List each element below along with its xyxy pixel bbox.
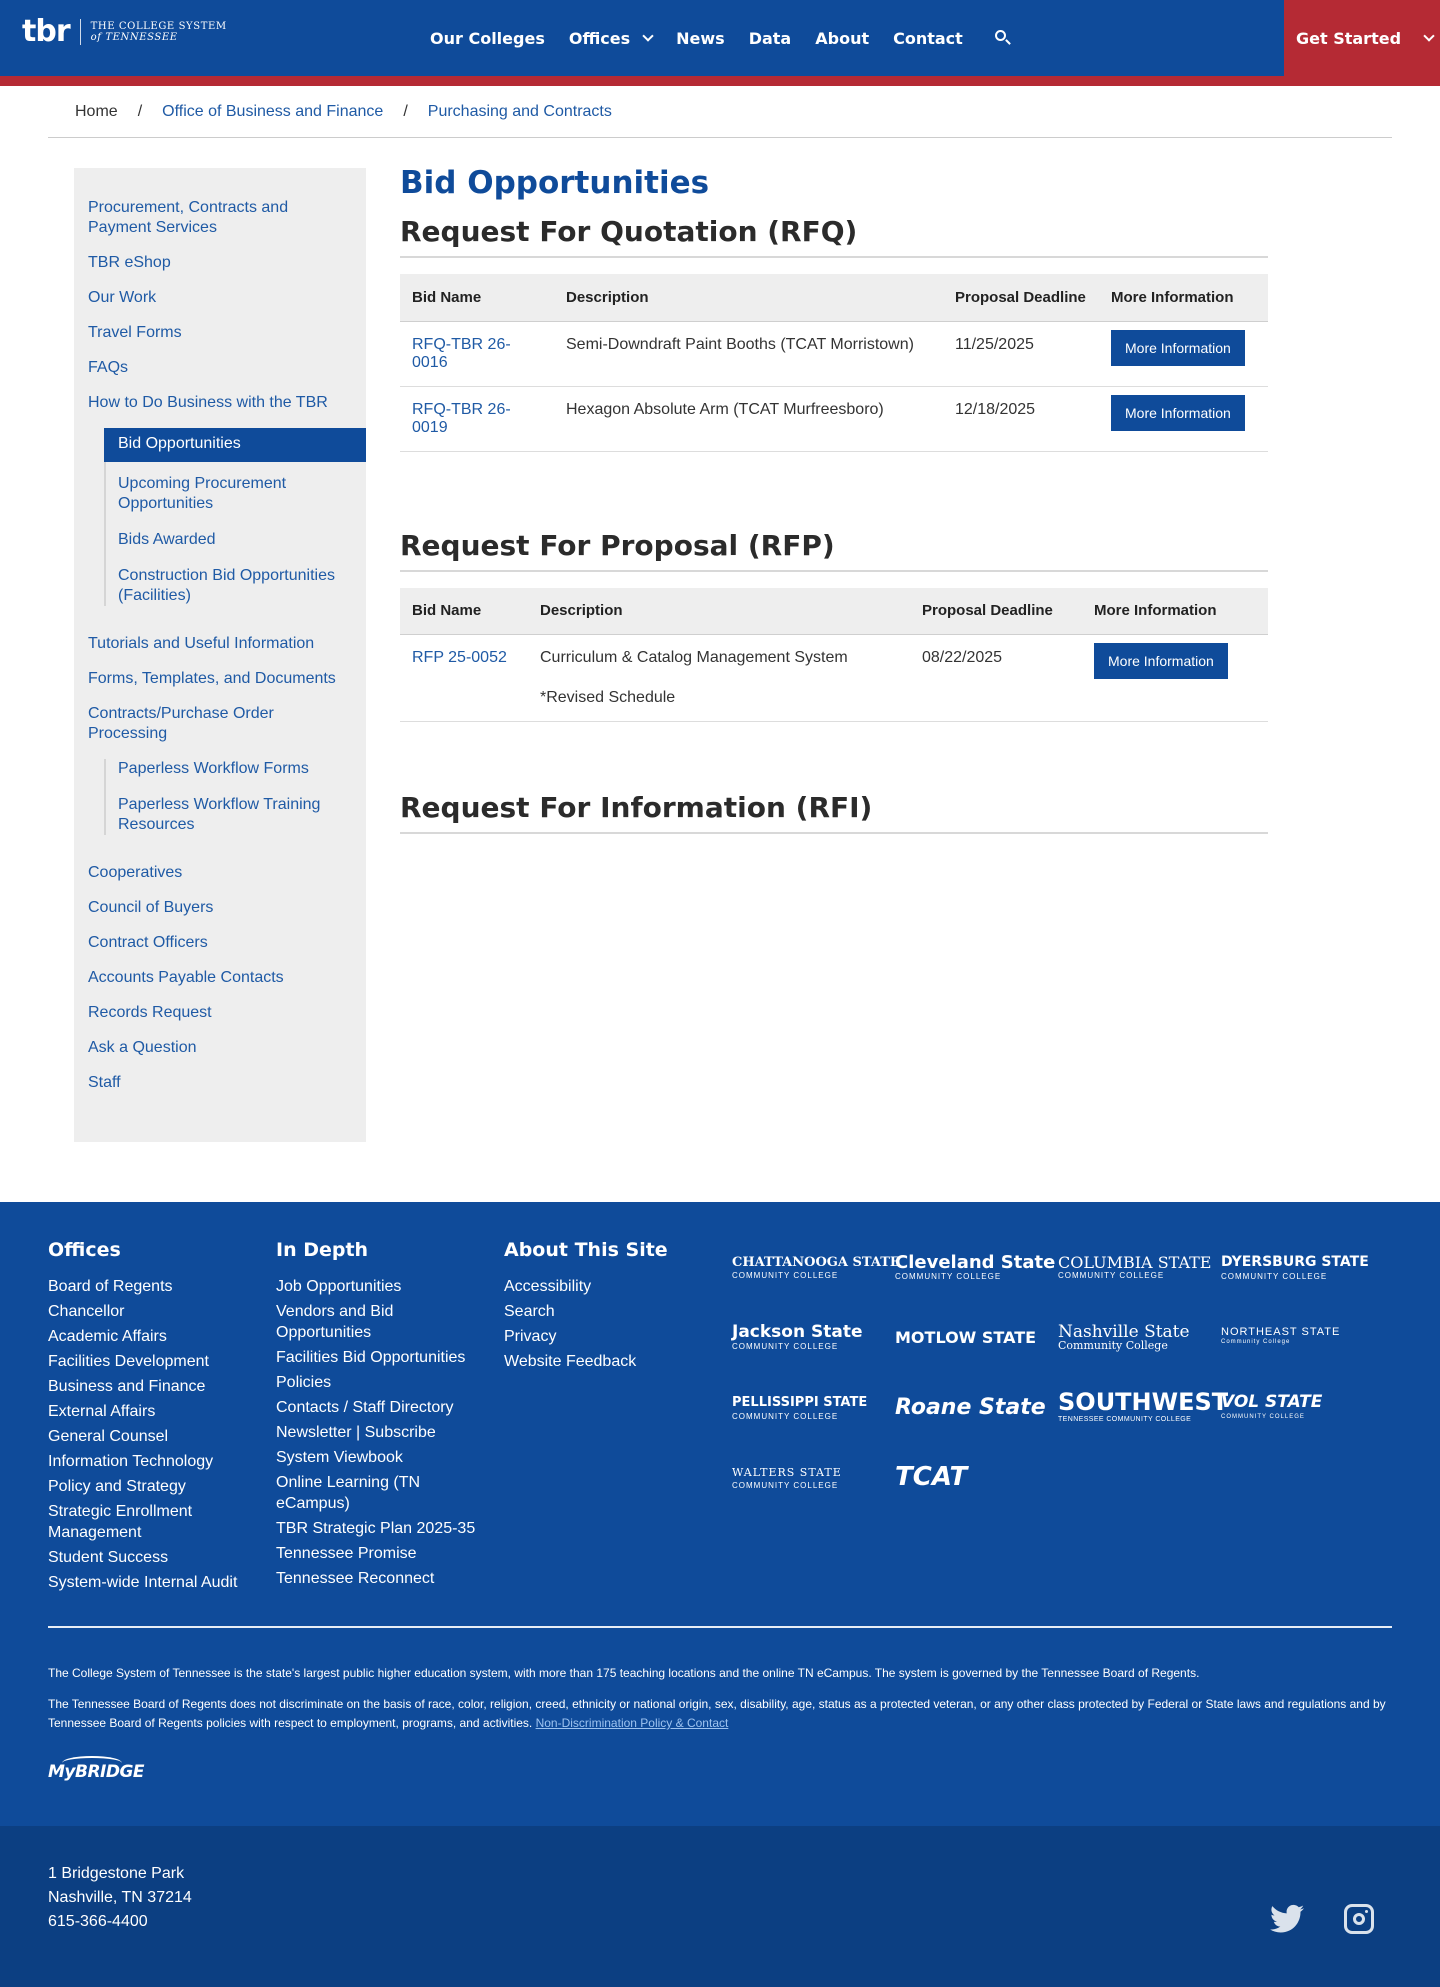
sidebar-item-upcoming-procurement[interactable]: Upcoming Procurement Opportunities <box>118 475 287 512</box>
more-information-button[interactable]: More Information <box>1111 330 1245 366</box>
nondiscrimination-paragraph <box>48 1695 1392 1733</box>
footer-in-depth <box>276 1238 486 1593</box>
column-header: Description <box>554 274 943 321</box>
main-content <box>400 162 1268 834</box>
sidebar-nav <box>74 168 366 1142</box>
footer-link[interactable]: Privacy <box>504 1328 557 1345</box>
sidebar-item-paperless-forms[interactable]: Paperless Workflow Forms <box>118 760 309 777</box>
more-information-button[interactable]: More Information <box>1094 643 1228 679</box>
logo-text <box>91 21 227 43</box>
page-title: Bid Opportunities <box>400 165 710 201</box>
footer-link[interactable]: Facilities Bid Opportunities <box>276 1349 466 1366</box>
nav-offices[interactable] <box>569 26 652 50</box>
address-line-2: Nashville, TN 37214 <box>48 1889 192 1906</box>
rfp-section-title: Request For Proposal (RFP) <box>400 528 1268 572</box>
bid-description-cell <box>528 635 910 722</box>
more-information-button[interactable]: More Information <box>1111 395 1245 431</box>
nav-our-colleges[interactable]: Our Colleges <box>430 28 545 48</box>
footer-heading: Offices <box>48 1239 121 1261</box>
site-header <box>0 0 1440 86</box>
sidebar-item-contract-officers[interactable]: Contract Officers <box>88 934 208 951</box>
bid-deadline: 11/25/2025 <box>943 321 1099 386</box>
footer-link[interactable]: Board of Regents <box>48 1278 173 1295</box>
nav-news[interactable]: News <box>676 28 725 48</box>
chevron-down-icon <box>1423 30 1434 41</box>
footer-link[interactable]: Website Feedback <box>504 1353 637 1370</box>
sidebar-item-construction-bids[interactable]: Construction Bid Opportunities (Facilities) <box>118 567 335 604</box>
more-info-cell <box>1099 386 1268 451</box>
logo-line-2: of TENNESSEE <box>90 32 178 43</box>
sidebar-item-tutorials[interactable]: Tutorials and Useful Information <box>88 635 315 652</box>
footer-link[interactable]: Newsletter | Subscribe <box>276 1424 436 1441</box>
footer-link[interactable]: Information Technology <box>48 1453 214 1470</box>
footer-link[interactable]: External Affairs <box>48 1403 156 1420</box>
footer-link[interactable]: Chancellor <box>48 1303 125 1320</box>
footer-link[interactable]: Online Learning (TN eCampus) <box>276 1474 421 1512</box>
breadcrumb <box>48 86 1392 138</box>
footer-link[interactable]: Facilities Development <box>48 1353 209 1370</box>
sidebar-item-paperless-training[interactable]: Paperless Workflow Training Resources <box>118 796 321 833</box>
footer-link[interactable]: Business and Finance <box>48 1378 206 1395</box>
footer-link[interactable]: Academic Affairs <box>48 1328 167 1345</box>
footer-link[interactable]: Job Opportunities <box>276 1278 402 1295</box>
rfq-section-title: Request For Quotation (RFQ) <box>400 214 1268 258</box>
college-logo-roane[interactable]: Roane State <box>895 1394 1046 1420</box>
footer-link[interactable]: Accessibility <box>504 1278 592 1295</box>
footer-link[interactable]: Tennessee Reconnect <box>276 1570 435 1587</box>
logo-line-1: THE COLLEGE SYSTEM <box>90 21 227 32</box>
rfp-table <box>400 588 1268 723</box>
column-header: Bid Name <box>400 274 554 321</box>
table-header-row <box>400 588 1268 635</box>
footer-link[interactable]: Policy and Strategy <box>48 1478 186 1495</box>
column-header: Proposal Deadline <box>910 588 1082 635</box>
header-accent-bar <box>0 76 1440 86</box>
sidebar-item-accounts-payable[interactable]: Accounts Payable Contacts <box>88 969 284 986</box>
table-row <box>400 321 1268 386</box>
address-line-1: 1 Bridgestone Park <box>48 1865 185 1882</box>
column-header: More Information <box>1082 588 1268 635</box>
rfq-table <box>400 274 1268 452</box>
sidebar-item-eshop[interactable]: TBR eShop <box>88 254 171 271</box>
college-logo-walters[interactable]: WALTERS STATE COMMUNITY COLLEGE <box>732 1465 842 1490</box>
footer-bottom <box>0 1826 1440 1987</box>
college-logo-columbia[interactable]: COLUMBIA STATE COMMUNITY COLLEGE <box>1058 1252 1212 1280</box>
footer-about-site <box>504 1238 704 1376</box>
get-started-button[interactable] <box>1284 0 1440 76</box>
more-info-cell <box>1082 635 1268 722</box>
sidebar-subgroup-business <box>104 428 366 606</box>
footer-link[interactable]: Student Success <box>48 1549 169 1566</box>
college-logo-southwest[interactable]: SOUTHWEST TENNESSEE COMMUNITY COLLEGE <box>1058 1388 1229 1423</box>
bid-name: RFP 25-0052 <box>400 635 528 722</box>
nav-contact[interactable]: Contact <box>893 28 963 48</box>
about-text: The College System of Tennessee is the state's largest public higher education system, with more than 175 teaching locations and the online TN eCampus. The system is governed by the Tennessee Board of Regents. <box>48 1666 1200 1680</box>
sidebar-item-contracts-po[interactable]: Contracts/Purchase Order Processing <box>88 705 274 742</box>
sidebar-item-ask-question[interactable]: Ask a Question <box>88 1039 197 1056</box>
footer-link[interactable]: Search <box>504 1303 555 1320</box>
footer-link[interactable]: TBR Strategic Plan 2025-35 <box>276 1520 476 1537</box>
footer-about <box>48 1664 1392 1745</box>
column-header: Bid Name <box>400 588 528 635</box>
column-header: Description <box>528 588 910 635</box>
footer-link[interactable]: Policies <box>276 1374 332 1391</box>
nondiscrimination-text: The Tennessee Board of Regents does not discriminate on the basis of race, color, religion, creed, ethnicity or national origin, sex, disability, age, status as a protected veteran, or any other class protected by Federal or State laws and regulations and by Tennessee Board of Regents policies with respect to employment, programs, and activities. <box>48 1697 1386 1730</box>
sidebar-item-procurement[interactable]: Procurement, Contracts and Payment Services <box>88 199 289 236</box>
mybridge-logo[interactable]: MyBRIDGE <box>48 1762 144 1782</box>
footer-link[interactable]: Vendors and Bid Opportunities <box>276 1303 394 1341</box>
bid-name: RFQ-TBR 26-0016 <box>400 321 554 386</box>
college-logo-jackson[interactable]: Jackson State COMMUNITY COLLEGE <box>732 1321 863 1351</box>
footer-divider <box>48 1626 1392 1628</box>
college-logo-chattanooga[interactable]: CHATTANOOGA STATE COMMUNITY COLLEGE <box>732 1254 900 1280</box>
sidebar-item-faqs[interactable]: FAQs <box>88 359 129 376</box>
sidebar-item-cooperatives[interactable]: Cooperatives <box>88 864 183 881</box>
footer-link[interactable]: System Viewbook <box>276 1449 403 1466</box>
footer-link[interactable]: Strategic Enrollment Management <box>48 1503 193 1541</box>
rfi-section-title: Request For Information (RFI) <box>400 790 1268 834</box>
footer-heading: About This Site <box>504 1239 668 1261</box>
breadcrumb-purchasing[interactable]: Purchasing and Contracts <box>427 102 612 120</box>
sidebar-item-council-buyers[interactable]: Council of Buyers <box>88 899 214 916</box>
bid-description: Curriculum & Catalog Management System <box>540 649 848 666</box>
nav-data[interactable]: Data <box>748 28 792 48</box>
twitter-icon[interactable] <box>1270 1904 1304 1934</box>
sidebar-item-records-request[interactable]: Records Request <box>88 1004 212 1021</box>
main-nav <box>430 26 1013 50</box>
search-icon[interactable] <box>993 28 1013 48</box>
sidebar-item-do-business[interactable]: How to Do Business with the TBR <box>88 394 328 411</box>
breadcrumb-business-finance[interactable]: Office of Business and Finance <box>162 102 384 120</box>
sidebar-item-forms-templates[interactable]: Forms, Templates, and Documents <box>88 670 336 687</box>
sidebar-subgroup-contracts <box>104 759 366 835</box>
college-logo-pellissippi[interactable]: PELLISSIPPI STATE COMMUNITY COLLEGE <box>732 1394 868 1421</box>
nav-about[interactable]: About <box>815 28 870 48</box>
spacer <box>400 452 1268 518</box>
table-header-row <box>400 274 1268 321</box>
chevron-down-icon <box>642 30 653 41</box>
bid-description: Semi-Downdraft Paint Booths (TCAT Morristown) <box>554 321 943 386</box>
mybridge-arc <box>62 1756 122 1770</box>
college-logos <box>732 1232 1382 1512</box>
college-logo-vol-state[interactable]: VOL STATE COMMUNITY COLLEGE <box>1221 1392 1323 1420</box>
nav-offices-label: Offices <box>568 28 631 48</box>
sidebar-item-travel-forms[interactable]: Travel Forms <box>88 324 182 341</box>
sidebar-item-our-work[interactable]: Our Work <box>88 289 157 306</box>
college-logo-motlow[interactable]: MOTLOW STATE <box>895 1327 1037 1347</box>
sidebar-item-bid-opportunities[interactable]: Bid Opportunities <box>104 428 366 462</box>
bid-deadline: 08/22/2025 <box>910 635 1082 722</box>
table-row <box>400 635 1268 722</box>
column-header: More Information <box>1099 274 1268 321</box>
sidebar-item-staff[interactable]: Staff <box>88 1074 121 1091</box>
social-links <box>1270 1904 1374 1934</box>
logo-separator <box>80 19 81 45</box>
college-logo-northeast[interactable]: NORTHEAST STATE Community College <box>1221 1326 1341 1345</box>
college-logo-cleveland[interactable]: Cleveland State COMMUNITY COLLEGE <box>895 1251 1056 1281</box>
address <box>48 1862 192 1934</box>
footer-offices <box>48 1238 258 1597</box>
breadcrumb-home[interactable]: Home <box>75 102 118 120</box>
footer-link[interactable]: General Counsel <box>48 1428 169 1445</box>
table-row <box>400 386 1268 451</box>
get-started-label: Get Started <box>1296 28 1402 48</box>
college-logo-tcat[interactable]: TCAT <box>895 1462 968 1492</box>
footer-link[interactable]: Tennessee Promise <box>276 1545 417 1562</box>
bid-deadline: 12/18/2025 <box>943 386 1099 451</box>
site-footer <box>0 1202 1440 1826</box>
sidebar-item-bids-awarded[interactable]: Bids Awarded <box>118 531 216 548</box>
footer-link[interactable]: Contacts / Staff Directory <box>276 1399 454 1416</box>
footer-link[interactable]: System-wide Internal Audit <box>48 1574 238 1591</box>
college-logo-nashville[interactable]: Nashville State Community College <box>1058 1321 1190 1352</box>
column-header: Proposal Deadline <box>943 274 1099 321</box>
college-logo-dyersburg[interactable]: DYERSBURG STATE COMMUNITY COLLEGE <box>1221 1253 1369 1281</box>
bid-note: *Revised Schedule <box>540 689 676 706</box>
instagram-icon[interactable] <box>1344 1904 1374 1934</box>
logo-mark: tbr <box>22 14 70 49</box>
breadcrumb-separator: / <box>403 102 408 120</box>
bid-description: Hexagon Absolute Arm (TCAT Murfreesboro) <box>554 386 943 451</box>
phone-number: 615-366-4400 <box>48 1913 148 1930</box>
breadcrumb-separator: / <box>137 102 143 120</box>
bid-name: RFQ-TBR 26-0019 <box>400 386 554 451</box>
more-info-cell <box>1099 321 1268 386</box>
tbr-logo[interactable] <box>22 14 227 49</box>
footer-heading: In Depth <box>276 1239 369 1261</box>
nondiscrimination-link[interactable]: Non-Discrimination Policy & Contact <box>535 1716 729 1730</box>
spacer <box>400 722 1268 780</box>
